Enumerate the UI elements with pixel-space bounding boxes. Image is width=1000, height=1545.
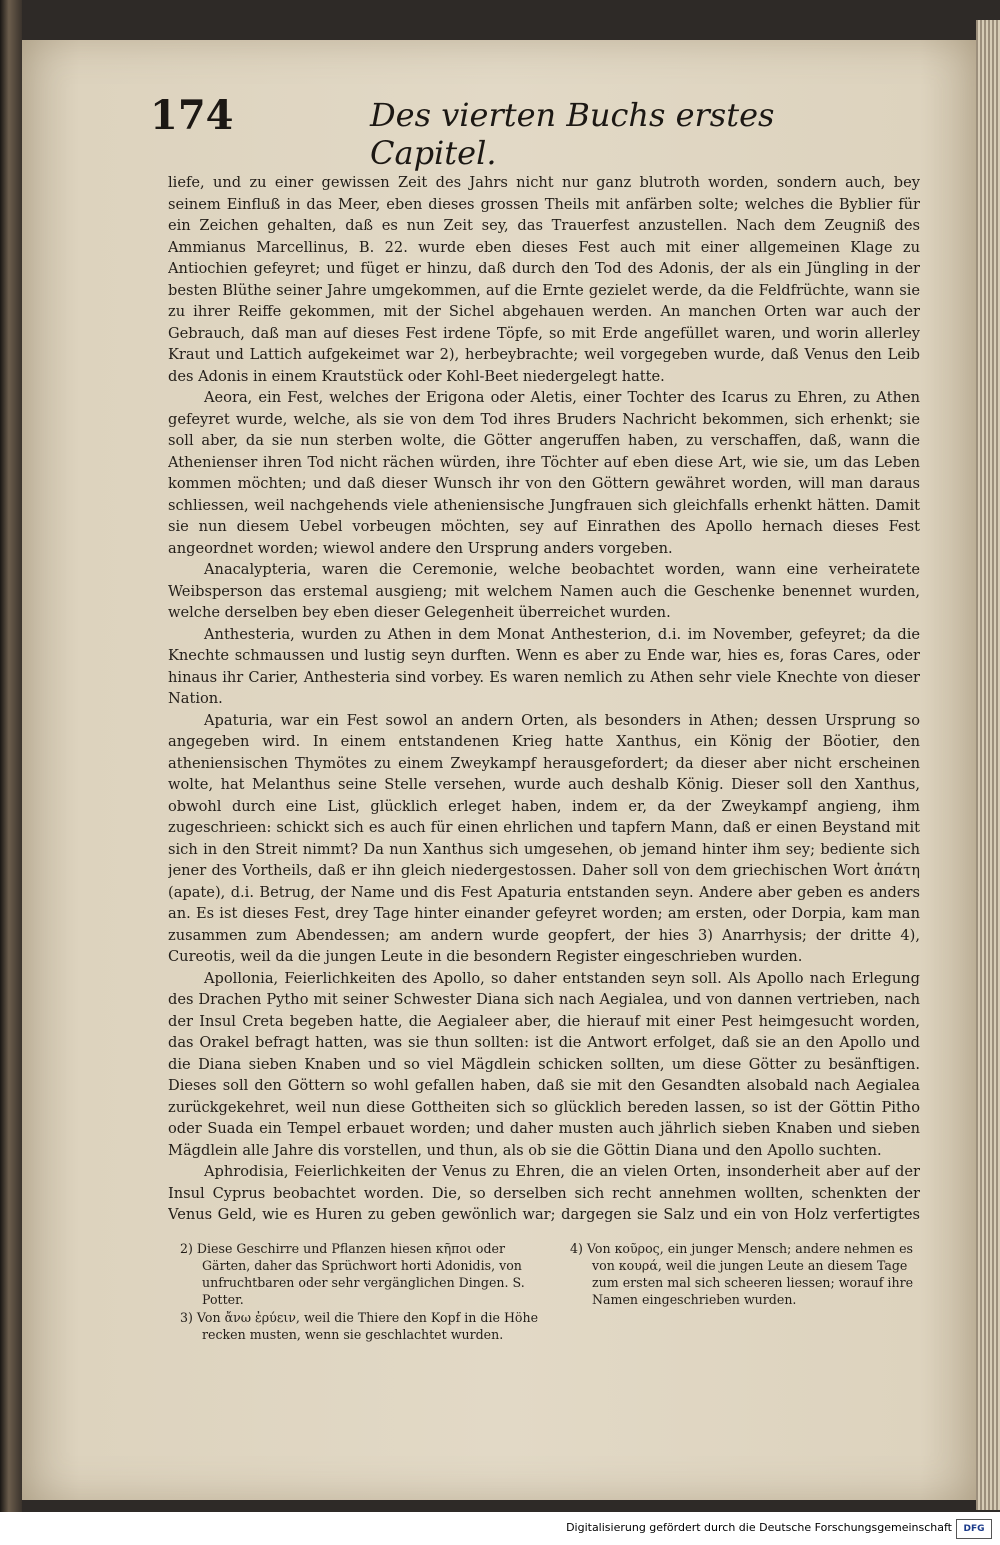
footnote-2: 2) Diese Geschirre und Pflanzen hiesen κῆποι oder Gärten, daher das Sprüchwort horti Adonidis, von unfruchtbaren oder sehr vergänglichen Dingen. S. Potter. xyxy=(180,1241,525,1307)
digitization-footer xyxy=(0,1512,1000,1545)
footnote-4: 4) Von κοῦρος, ein junger Mensch; andere nehmen es von κουρά, weil die jungen Leute an diesem Tage zum ersten mal sich scheeren liessen; worauf ihre Namen eingeschrieben wurden. xyxy=(570,1241,914,1307)
page-edges xyxy=(976,20,1000,1510)
dfg-logo: DFG xyxy=(956,1519,992,1539)
footnotes xyxy=(180,1240,920,1360)
entry-aeora: Aeora, ein Fest, welches der Erigona oder Aletis, einer Tochter des Icarus zu Ehren, zu Athen gefeyret wurde, welche, als sie von dem Tod ihres Bruders Nachricht bekommen, sich erhenkt; sie soll aber, da sie nun sterben wolte, die Götter angeruffen haben, zu verschaffen, daß, wann die Athenienser ihren Tod nicht rächen würden, ihre Töchter auf eben diese Art, wie sie, um das Leben kommen möchten; und daß dieser Wunsch ihr von den Göttern gewähret worden, will man daraus schliessen, weil nachgehends viele atheniensische Jungfrauen sich gleichfalls erhenkt hätten. Damit sie nun diesem Uebel vorbeugen möchten, sey auf Einrathen des Apollo hernach dieses Fest angeordnet worden; wiewol andere den Ursprung anders vorgeben. xyxy=(168,389,920,557)
entry-anthesteria: Anthesteria, wurden zu Athen in dem Monat Anthesterion, d.i. im November, gefeyret; da die Knechte schmaussen und lustig seyn durften. Wenn es aber zu Ende war, hies es, foras Cares, oder hinaus ihr Carier, Anthesteria sind vorbey. Es waren nemlich zu Athen sehr viele Knechte von dieser Nation. xyxy=(168,625,920,707)
book-spine xyxy=(0,0,22,1545)
dfg-credit: Digitalisierung gefördert durch die Deutsche Forschungsgemeinschaft xyxy=(566,1521,952,1534)
entry-apollonia: Apollonia, Feierlichkeiten des Apollo, so daher entstanden seyn soll. Als Apollo nach Erlegung des Drachen Pytho mit seiner Schwester Diana sich nach Aegialea, und von dannen vertrieben, nach der Insul Creta begeben hatte, die Aegialeer aber, die hierauf mit einer Pest heimgesucht worden, das Orakel befragt hatten, was sie thun sollten: ist die Antwort erfolget, daß sie an den Apollo und die Diana sieben Knaben und so viel Mägdlein schicken sollten, um diese Götter zu besänftigen. Dieses soll den Göttern so wohl gefallen haben, daß sie mit den Gesandten alsobald nach Aegialea zurückgekehret, weil nun diese Gottheiten sich so glücklich bereden lassen, so ist der Göttin Pitho oder Suada ein Tempel erbauet worden; und daher musten auch jährlich sieben Knaben und sieben Mägdlein alle Jahre dis vorstellen, und thun, als ob sie die Göttin Diana und den Apollo suchten. xyxy=(168,969,920,1159)
footnotes-left-column xyxy=(180,1240,540,1344)
footnote-3: 3) Von ἄνω ἐρύειν, weil die Thiere den Kopf in die Höhe recken musten, wenn sie geschlachtet wurden. xyxy=(180,1310,539,1342)
main-text xyxy=(168,172,920,1222)
running-head: Des vierten Buchs erstes Capitel. xyxy=(370,96,775,172)
entry-aphrodisia: Aphrodisia, Feierlichkeiten der Venus zu Ehren, die an vielen Orten, insonderheit aber auf der Insul Cyprus beobachtet worden. Die, so derselben sich recht annehmen wollten, schenkten der Venus Geld, wie es Huren zu geben gewönlich war; dargegen sie Salz und ein von Holz verfertigtes xyxy=(168,1163,920,1222)
entry-anacalypteria: Anacalypteria, waren die Ceremonie, welche beobachtet worden, wann eine verheiratete Weibsperson das erstemal ausgieng; mit welchem Namen auch die Geschenke benennet wurden, welche derselben bey eben dieser Gelegenheit überreichet wurden. xyxy=(168,561,920,621)
paragraph-adonia-continued: liefe, und zu einer gewissen Zeit des Jahrs nicht nur ganz blutroth worden, sondern auch, bey seinem Einfluß in das Meer, eben dieses grossen Theils mit anfärben solte; welches die Byblier für ein Zeichen gehalten, daß es nun Zeit sey, das Trauerfest anzustellen. Nach dem Zeugniß des Ammianus Marcellinus, B. 22. wurde eben dieses Fest auch mit einer allgemeinen Klage zu Antiochien gefeyret; und füget er hinzu, daß durch den Tod des Adonis, der als ein Jüngling in der besten Blüthe seiner Jahre umgekommen, auf die Ernte gezielet werde, da die Feldfrüchte, wann sie zu ihrer Reiffe gekommen, mit der Sichel abgehauen werden. An manchen Orten war auch der Gebrauch, daß man auf dieses Fest irdene Töpfe, so mit Erde angefüllet waren, und worin allerley Kraut und Lattich aufgekeimet war 2), herbeybrachte; weil vorgegeben wurde, daß Venus den Leib des Adonis in einem Krautstück oder Kohl-Beet niedergelegt hatte. xyxy=(168,174,920,385)
page-header xyxy=(150,92,870,172)
footnotes-right-column xyxy=(570,1240,930,1309)
page-number: 174 xyxy=(150,92,234,139)
entry-apaturia: Apaturia, war ein Fest sowol an andern Orten, als besonders in Athen; dessen Ursprung so angegeben wird. In einem entstandenen Krieg hatte Xanthus, ein König der Böotier, den atheniensischen Thymötes zu einem Zweykampf herausgefordert; da dieser aber nicht erscheinen wolte, hat Melanthus seine Stelle versehen, wurde auch deshalb König. Dieser soll den Xanthus, obwohl durch eine List, glücklich erleget haben, indem er, da der Zweykampf angieng, ihm zugeschrieen: schickt sich es auch für einen ehrlichen und tapfern Mann, daß er einen Beystand mit sich in den Streit nimmt? Da nun Xanthus sich umgesehen, ob jemand hinter ihm sey; bediente sich jener des Vortheils, daß er ihn gleich niedergestossen. Daher soll von dem griechischen Wort ἀπάτη (apate), d.i. Betrug, der Name und dis Fest Apaturia entstanden seyn. Andere aber geben es anders an. Es ist dieses Fest, drey Tage hinter einander gefeyret worden; am ersten, oder Dorpia, kam man zusammen zum Abendessen; am andern wurde geopfert, der hies 3) Anarrhysis; der dritte 4), Cureotis, weil da die jungen Leute in die besondern Register eingeschrieben wurden. xyxy=(168,711,920,965)
footnote-separator xyxy=(168,1222,920,1236)
